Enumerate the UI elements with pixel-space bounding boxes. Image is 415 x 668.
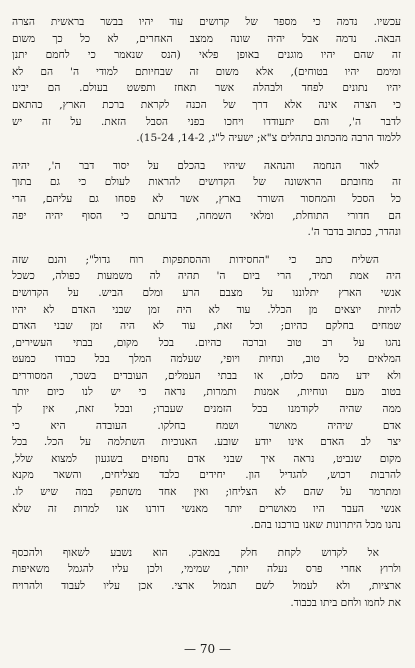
text-line: אנשי העבר היו מאושרים יותר מאנשי דורנו אנו למרות זה שלא: [12, 502, 401, 515]
text-line: אנשי הארץ יתלוננו על מצבם הרע ומלם הביש. על הקדושים: [12, 286, 401, 299]
text-line: להרבות רכוש, להגדיל הון. יחידים כלבד מצליחים, והשאר מקנא: [12, 469, 401, 482]
text-line: להיות יוצאים מן הכלל. עוד לא היה זמן שבני האדם לא יהיו: [12, 303, 401, 316]
text-line: כל הסכל והמחסור השורר בארץ, אשר לא פסחו גם עליהם, הרי: [12, 192, 401, 205]
text-line: המלאים כל טוב, ונחיות ויופי, שעלמה המלך בכל כבודו כמעט: [12, 353, 401, 366]
text-line: את לחמו ולחם ביתו בכבוד.: [290, 596, 401, 609]
paragraph-gap: [12, 241, 401, 252]
text-line: בטוב מעם ונוחיות, אמנות ותמרות, נראה כי יש לנו כיום יותר: [12, 386, 401, 399]
page-number: — 70 —: [184, 642, 231, 656]
text-line: לאור הנחמה והנהאה שיהיו בהכלם על יסוד דבר ה', יהיה: [12, 159, 379, 172]
page-body: [12, 14, 401, 611]
text-line: נהנו מכל היתרונות שאנו בורכנו בהם.: [250, 519, 401, 532]
text-line: היה אמת תמיד, הרי ביום ה' תהיה לה משמעות כפולה, כשכל: [12, 270, 401, 283]
text-line: יהיו נתונים לפחד ולבהלה אשר תאחז ותפשט בעולם. הם יבינו: [12, 82, 401, 95]
text-line: ונהדר, ככתוב בדבר ה'.: [307, 226, 401, 239]
text-line: שמחים בחלקם כהיום; וכל זאת, עוד לא היה זמן שבני האדם: [12, 320, 401, 333]
text-line: ומתרמר על שהם לא הצליחו; ואין אחד משתפק במה שיש לו.: [12, 486, 401, 499]
text-line: אל לקדוש לקחת חלק במאבק. הוא נשבע לשאוף ולהכסף: [12, 546, 379, 559]
text-line: מקום שנביט, נראה איך שבני אדם נחפזים בשגעון למצוא שלל,: [12, 452, 401, 465]
text-line: ארציות, ולא לעמול לשם תגמול ארצי. אכן עליו לעבוד ולהרויח: [12, 580, 401, 592]
text-line: הם חדורי התוחלת, ומלאי השמחה, בדעתם כי הסוף יהיה יפה: [12, 209, 401, 222]
text-line: עכשיו. נדמה כי מספר של קדושים עוד יהיו בבשר בראשית הצרה: [12, 16, 401, 28]
text-line: ומימם יהיו בטוחים), אלא משום זה שבחיותם למודי ה' הם לא: [12, 65, 401, 78]
text-line: אדם שיהיה מאושר ושמח בחלקו. העובדה היא כי: [12, 419, 401, 432]
paragraph-gap: [12, 534, 401, 545]
text-line: כי הצרה אינה אלא דרך של הכנה לקראת ברכת הארץ, כהתאם: [12, 98, 401, 111]
text-line: יצר לב האדם אינו יודע שובע. האנוכיות השתלמה על הכל. בכל: [12, 436, 401, 449]
text-line: השליח כתב כי "החסידות וההסתפקות רוח גדול"; והנם שזה: [12, 253, 379, 266]
paragraph-gap: [12, 147, 401, 158]
text-line: ללמוד הרבה מהכתוב בתהלים צ"א; ישעיה ל"ג, 14-2, 15-24).: [136, 132, 401, 145]
text-line: ולרוץ אחרי פרס נעלה יותר, שמימי, ולכן עליו להגמל משאיפות: [12, 563, 401, 576]
text-line: הבאה. נדמה אבל יהיה שונה ממצב האחרים, לא כל כך משום: [12, 32, 401, 45]
paragraph: [12, 545, 401, 611]
paragraph: [12, 14, 401, 147]
text-line: זה מחובתם הראשונה של הקדושים להראות לעולם כי גם בתוך: [12, 176, 401, 189]
text-line: נהגו על רב טוב וברכה כהיום. בכל מקום, בבתי העשירים,: [12, 336, 401, 349]
text-line: ולא ידע מהם כלום, או בבתי העמלים, העובדים בשכר, המסודרים: [12, 369, 401, 382]
paragraph: [12, 158, 401, 241]
text-line: לדבר ה', והם יתעודדו ויחכו בפני הסבל הזאת. על זה יש: [12, 115, 401, 128]
text-line: ממה שהיה לקודמנו בכל הזמנים שעברו; ובכל זאת, אין לך: [12, 403, 401, 416]
paragraph: [12, 252, 401, 534]
text-line: זה שהם יהיו מוגנים באופן פלאי (הנס שנאמר כי לחמם יתנן: [12, 49, 401, 62]
